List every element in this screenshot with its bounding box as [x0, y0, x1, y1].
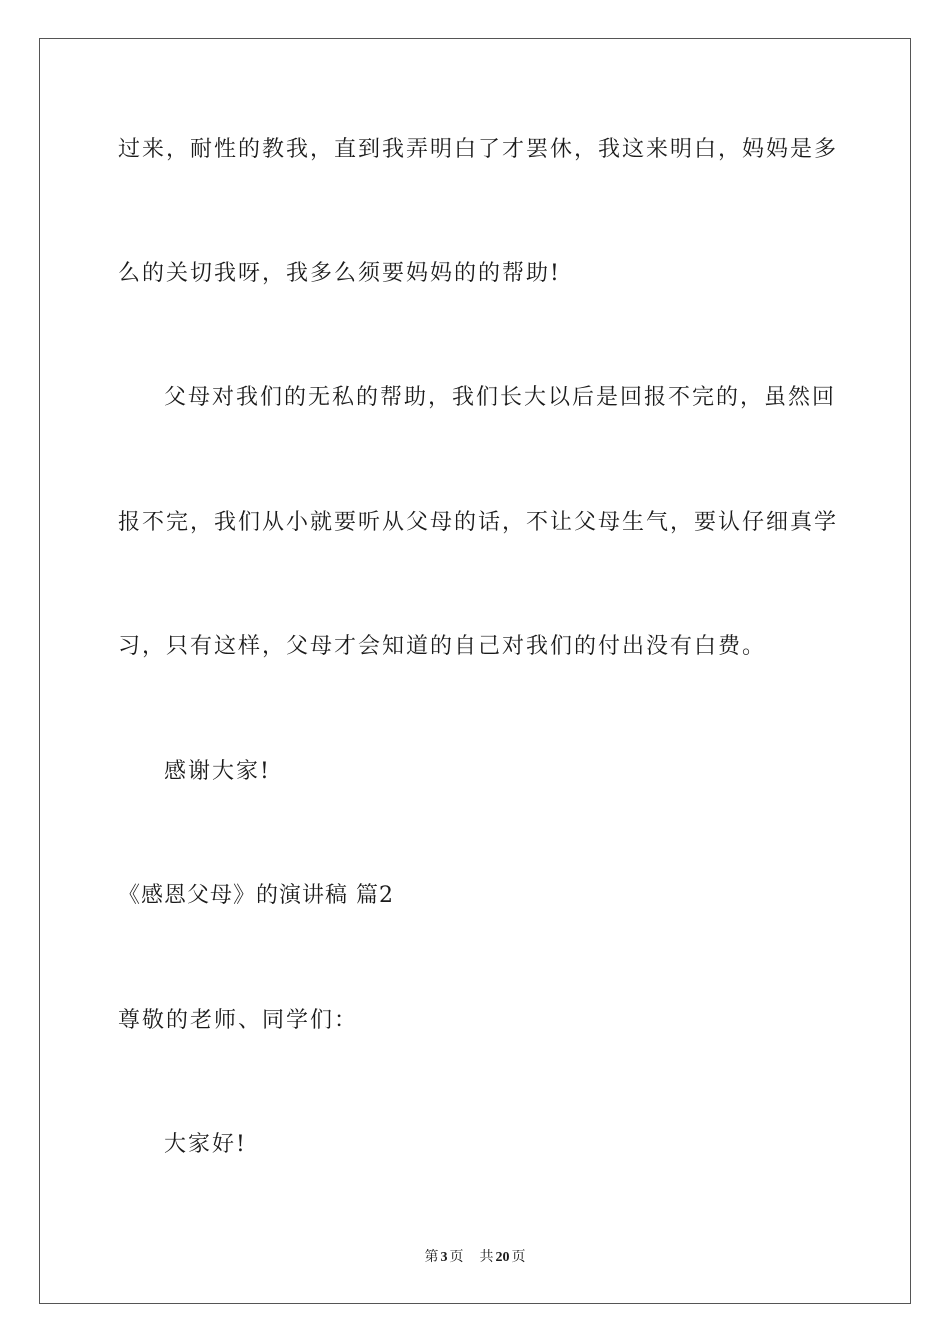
- total-prefix: 共: [479, 1249, 494, 1265]
- page-number: 3: [440, 1250, 448, 1265]
- total-suffix: 页: [511, 1249, 526, 1265]
- salutation: 尊敬的老师、同学们：: [118, 1008, 359, 1033]
- paragraph-line-4: 报不完，我们从小就要听从父母的话，不让父母生气，要认仔细真学: [118, 510, 839, 535]
- page-suffix: 页: [449, 1249, 464, 1265]
- page-prefix: 第: [424, 1249, 439, 1265]
- page-border: [39, 38, 911, 1304]
- total-pages: 20: [495, 1250, 510, 1265]
- page-footer: [0, 1247, 950, 1268]
- paragraph-line-5: 习，只有这样，父母才会知道的自己对我们的付出没有白费。: [118, 634, 767, 659]
- paragraph-line-1: 过来，耐性的教我，直到我弄明白了才罢休，我这来明白，妈妈是多: [118, 137, 839, 162]
- paragraph-line-2: 么的关切我呀，我多么须要妈妈的的帮助!: [118, 261, 561, 286]
- closing-thanks: 感谢大家!: [164, 759, 271, 784]
- paragraph-line-3: 父母对我们的无私的帮助，我们长大以后是回报不完的，虽然回: [164, 385, 837, 410]
- section-heading: 《感恩父母》的演讲稿 篇2: [118, 883, 394, 908]
- greeting: 大家好!: [164, 1132, 247, 1157]
